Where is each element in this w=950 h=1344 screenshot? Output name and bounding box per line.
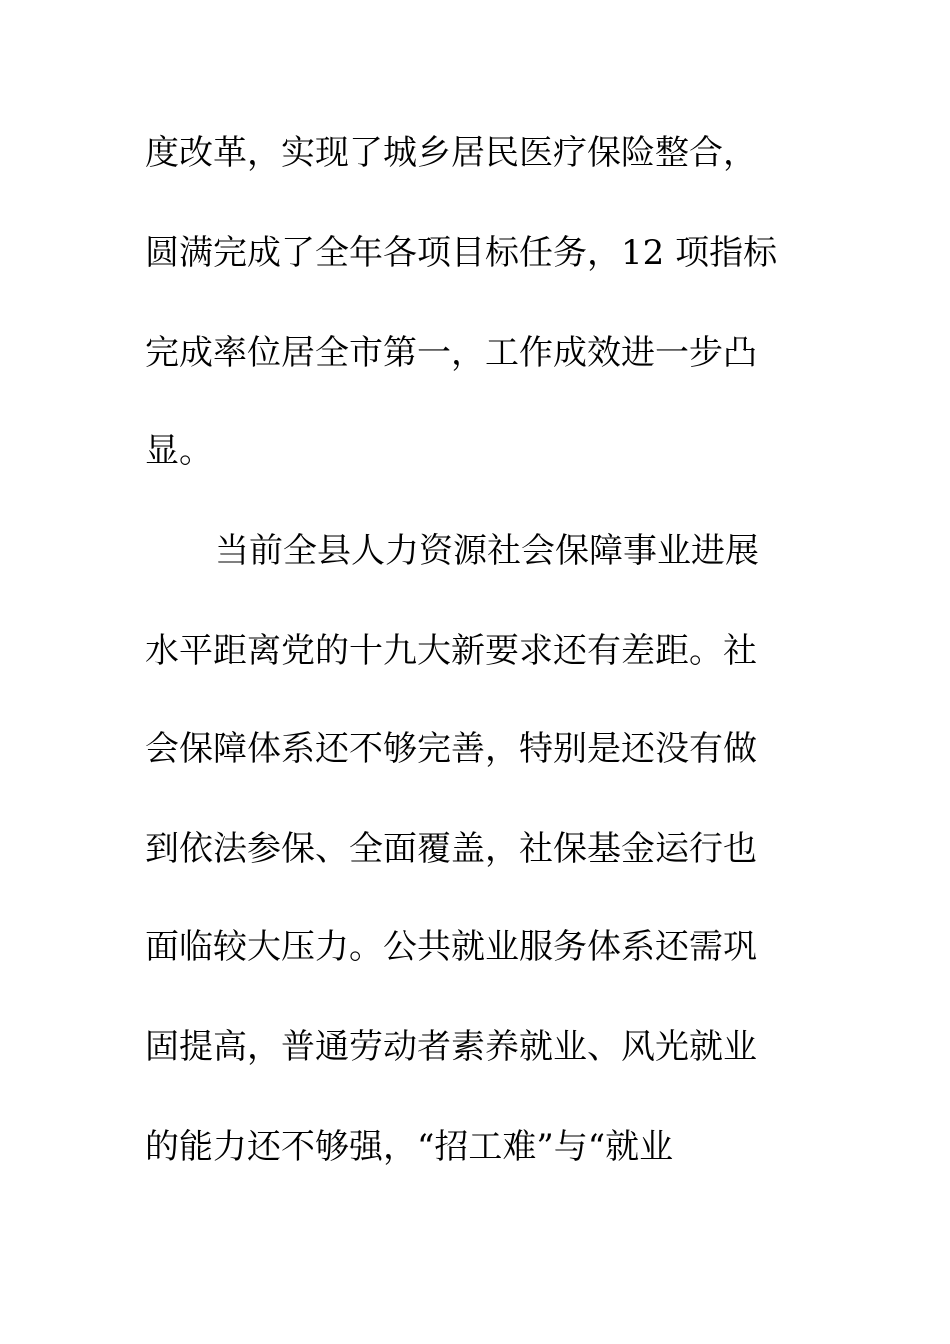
text-line: 完成率位居全市第一，工作成效进一步凸 — [145, 333, 757, 373]
text-line: 水平距离党的十九大新要求还有差距。社 — [145, 631, 757, 671]
text-line: 到依法参保、全面覆盖，社保基金运行也 — [145, 829, 757, 869]
text-line: 面临较大压力。公共就业服务体系还需巩 — [145, 927, 757, 967]
text-line: 圆满完成了全年各项目标任务，12 项指标 — [145, 233, 778, 273]
text-line: 的能力还不够强，“招工难”与“就业 — [145, 1127, 674, 1167]
text-line: 度改革，实现了城乡居民医疗保险整合， — [145, 133, 757, 173]
text-line: 会保障体系还不够完善，特别是还没有做 — [145, 729, 757, 769]
text-line: 显。 — [145, 431, 213, 471]
paragraph-first-line: 当前全县人力资源社会保障事业进展 — [215, 531, 759, 571]
text-line: 固提高，普通劳动者素养就业、风光就业 — [145, 1027, 757, 1067]
